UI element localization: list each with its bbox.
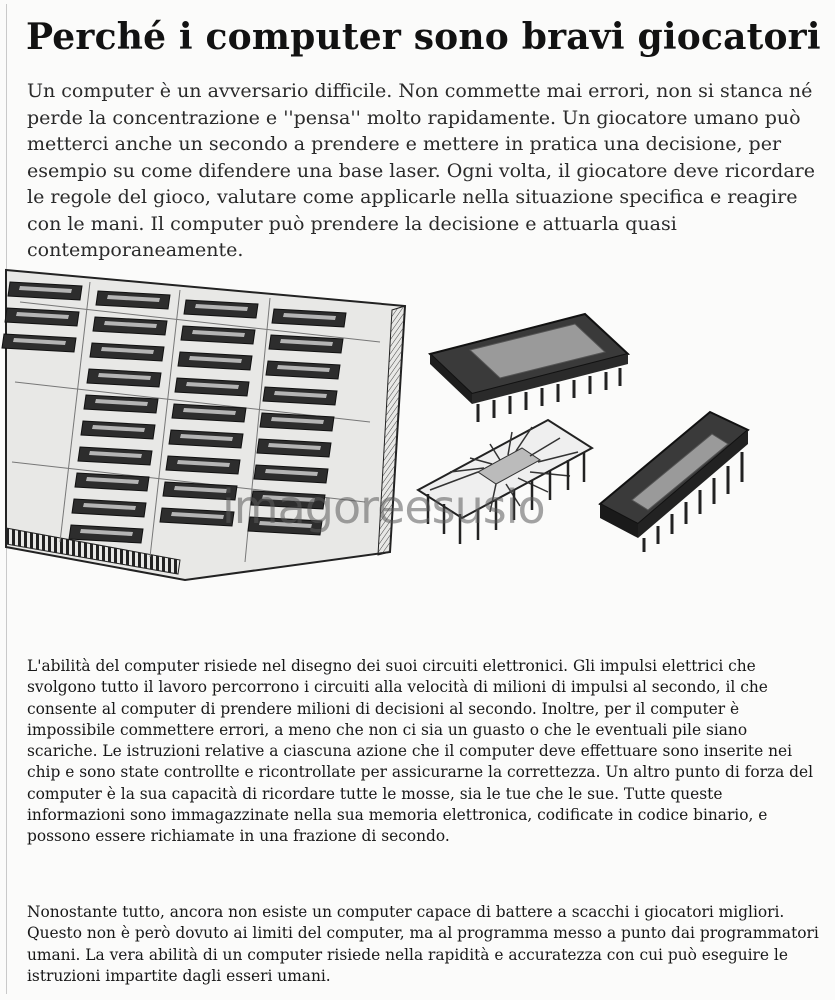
page-title: Perché i computer sono bravi giocatori	[26, 16, 821, 58]
body-paragraph: L'abilità del computer risiede nel disegno dei suoi circuiti elettronici. Gli impulsi elettrici che svolgono tutto il lavoro percorrono i circuiti alla velocità di milioni di impulsi al secondo, il che consente al computer di prendere milioni di decisioni al secondo. Inoltre, per il computer è impossibile commettere errori, a meno che non ci sia un guasto o che le eventuali pile siano scariche. Le istruzioni relative a ciascuna azione che il computer deve effettuare sono inserite nei chip e sono state controllte e ricontrollate per assicurarne la correttezza. Un altro punto di forza del computer è la sua capacità di ricordare tutte le mosse, sia le tue che le sue. Tutte queste informazioni sono immagazzinate nella sua memoria elettronica, codificate in codice binario, e possono essere richiamate in una frazione di secondo.	[27, 657, 814, 846]
watermark: imagoreesusio	[222, 480, 545, 534]
chip-icon	[430, 314, 628, 422]
circuit-illustration	[0, 262, 835, 582]
intro-paragraph: Un computer è un avversario difficile. Non commette mai errori, non si stanca né perde la concentrazione e ''pensa'' molto rapidamente. Un giocatore umano può metterci anche un secondo a prendere e mettere in pratica una decisione, per esempio su come difendere una base laser. Ogni volta, il giocatore deve ricordare le regole del gioco, valutare come applicarle nella situazione specifica e reagire con le mani. Il computer può prendere la decisione e attuarla quasi contemporaneamente.	[27, 80, 815, 261]
chip-icon	[600, 412, 748, 552]
body-paragraph: Nonostante tutto, ancora non esiste un computer capace di battere a scacchi i giocatori migliori. Questo non è però dovuto ai limiti del computer, ma al programma messo a punto dai programmatori umani. La vera abilità di un computer risiede nella rapidità e accuratezza con cui può eseguire le istruzioni impartite dagli esseri umani.	[27, 903, 819, 985]
